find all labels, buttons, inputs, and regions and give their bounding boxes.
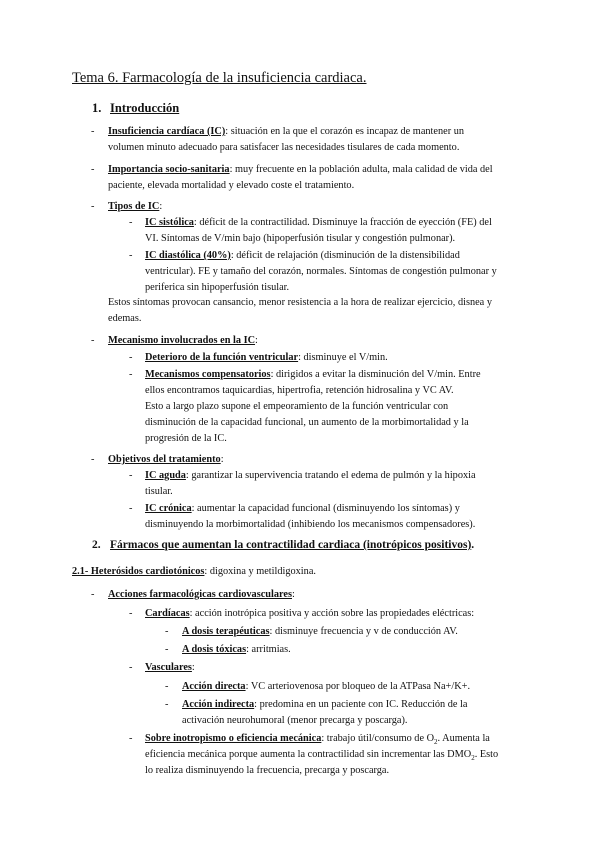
sub-list-item [145, 660, 195, 676]
list-item [108, 333, 258, 349]
bullet-dash: - [129, 662, 133, 673]
text-line: : situación en la que el corazón es incapaz de mantener un [225, 126, 464, 137]
text-line: : [291, 589, 295, 600]
text-line: . Aumenta la [437, 733, 490, 744]
text-line: Estos síntomas provocan cansancio, menor resistencia a la hora de realizar ejercicio, disnea y [108, 297, 492, 308]
text-line: : [191, 662, 195, 673]
section-title: Introducción [110, 101, 180, 115]
term-label: IC sistólica [145, 217, 194, 228]
sub-list-item [145, 215, 545, 247]
bullet-dash: - [129, 352, 133, 363]
bullet-dash: - [165, 699, 169, 710]
subscript: 2 [471, 754, 475, 763]
term-label: Sobre inotropismo o eficiencia mecánica [145, 733, 322, 744]
text-line: paciente, elevada mortalidad y elevado coste el tratamiento. [108, 180, 355, 191]
subscript: 2 [434, 738, 438, 747]
text-line: : muy frecuente en la población adulta, mala calidad de vida del [229, 164, 493, 175]
text-line: VI. Síntomas de V/min bajo (hipoperfusión tisular y congestión pulmonar). [145, 233, 456, 244]
list-item [108, 199, 162, 215]
list-item [108, 587, 295, 603]
section-2-heading [92, 539, 474, 551]
text-line: ventricular). FE y tamaño del corazón, normales. Síntomas de congestión pulmonar y [145, 266, 497, 277]
bullet-dash: - [165, 626, 169, 637]
text-line: volumen minuto adecuado para satisfacer las necesidades tisulares de cada momento. [108, 142, 460, 153]
term-label: Deterioro de la función ventricular [145, 352, 299, 363]
sub-list-item [145, 367, 555, 447]
text-line: ellos encontramos taquicardias, hipertrofia, retención hidrosalina y VC AV. [145, 385, 454, 396]
text-line: : déficit de la contractilidad. Disminuye la fracción de eyección (FE) del [193, 217, 492, 228]
sub-sub-list-item [182, 697, 542, 729]
section-title: Fármacos que aumentan la contractilidad cardiaca (inotrópicos positivos) [110, 539, 472, 551]
bullet-dash: - [129, 733, 133, 744]
bullet-dash: - [165, 644, 169, 655]
text-line: : acción inotrópica positiva y acción sobre las propiedades eléctricas: [189, 608, 475, 619]
sub-list-item [145, 248, 555, 296]
term-label: Cardíacas [145, 608, 190, 619]
text-line: : dirigidos a evitar la disminución del V/min. Entre [270, 369, 481, 380]
subsection-heading [72, 564, 316, 580]
list-item [108, 452, 224, 468]
text-line: : aumentar la capacidad funcional (disminuyendo los síntomas) y [191, 503, 460, 514]
text-line: edemas. [108, 313, 142, 324]
term-label: IC crónica [145, 503, 192, 514]
text-line: Esto a largo plazo supone el empeoramiento de la función ventricular con [145, 401, 449, 412]
bullet-dash: - [91, 454, 95, 465]
bullet-dash: - [91, 164, 95, 175]
term-label: A dosis terapéuticas [182, 626, 270, 637]
bullet-dash: - [129, 250, 133, 261]
note-paragraph [108, 295, 558, 327]
term-label: Acción indirecta [182, 699, 255, 710]
text-line: : trabajo útil/consumo de O [321, 733, 435, 744]
text-line: disminución de la capacidad funcional, un aumento de la morbimortalidad y la [145, 417, 469, 428]
bullet-dash: - [129, 608, 133, 619]
section-1-heading [92, 101, 179, 116]
term-label: 2.1- Heterósidos cardiotónicos [72, 566, 205, 577]
bullet-dash: - [129, 503, 133, 514]
text-line: : digoxina y metildigoxina. [204, 566, 316, 577]
sub-list-item [145, 731, 565, 779]
text-line: : disminuye el V/min. [298, 352, 388, 363]
sub-list-item [145, 468, 545, 500]
sub-list-item [145, 606, 474, 622]
text-line: : déficit de relajación (disminución de la distensibilidad [230, 250, 460, 261]
term-label: Tipos de IC [108, 201, 160, 212]
page-title: Tema 6. Farmacología de la insuficiencia cardiaca. [72, 70, 367, 86]
sub-sub-list-item [182, 642, 291, 658]
sub-sub-list-item [182, 624, 458, 640]
term-label: Acción directa [182, 681, 246, 692]
section-number: 2. [92, 539, 101, 551]
text-line: : garantizar la supervivencia tratando el edema de pulmón y la hipoxia [185, 470, 476, 481]
sub-sub-list-item [182, 679, 470, 695]
term-label: Mecanismos compensatorios [145, 369, 271, 380]
term-label: Objetivos del tratamiento [108, 454, 221, 465]
text-line: : [220, 454, 224, 465]
text-line: lo realiza disminuyendo la frecuencia, precarga y poscarga. [145, 765, 390, 776]
term-label: Mecanismo involucrados en la IC [108, 335, 256, 346]
text-line: tisular. [145, 486, 173, 497]
text-line: activación neurohumoral (menor precarga y poscarga). [182, 715, 408, 726]
bullet-dash: - [91, 335, 95, 346]
term-label: A dosis tóxicas [182, 644, 247, 655]
bullet-dash: - [91, 126, 95, 137]
text-line: . Esto [474, 749, 499, 760]
text-line: eficiencia mecánica porque aumenta la contractilidad sin incrementar las DMO [145, 749, 472, 760]
term-label: IC diastólica (40%) [145, 250, 231, 261]
text-line: periferica sin hipoperfusión tisular. [145, 282, 290, 293]
text-line: progresión de la IC. [145, 433, 227, 444]
text-line: : arritmias. [246, 644, 291, 655]
bullet-dash: - [91, 201, 95, 212]
text-line: : [255, 335, 258, 346]
term-label: Acciones farmacológicas cardiovasculares [108, 589, 292, 600]
bullet-dash: - [129, 217, 133, 228]
list-item [108, 124, 528, 156]
term-label: Vasculares [145, 662, 192, 673]
bullet-dash: - [165, 681, 169, 692]
term-label: Insuficiencia cardíaca (IC) [108, 126, 226, 137]
bullet-dash: - [129, 369, 133, 380]
text-line: : disminuye frecuencia y v de conducción AV. [269, 626, 458, 637]
sub-list-item [145, 350, 388, 366]
text-line: : VC arteriovenosa por bloqueo de la ATPasa Na+/K+. [245, 681, 471, 692]
text-line: disminuyendo la morbimortalidad (inhibiendo los mecanismos compensadores). [145, 519, 476, 530]
bullet-dash: - [129, 470, 133, 481]
text-line: : predomina en un paciente con IC. Reducción de la [254, 699, 468, 710]
term-label: IC aguda [145, 470, 186, 481]
text-line: : [159, 201, 163, 212]
list-item [108, 162, 538, 194]
sub-list-item [145, 501, 555, 533]
section-title-end: . [471, 539, 475, 551]
term-label: Importancia socio-sanitaria [108, 164, 230, 175]
section-number: 1. [92, 101, 102, 115]
bullet-dash: - [91, 589, 95, 600]
